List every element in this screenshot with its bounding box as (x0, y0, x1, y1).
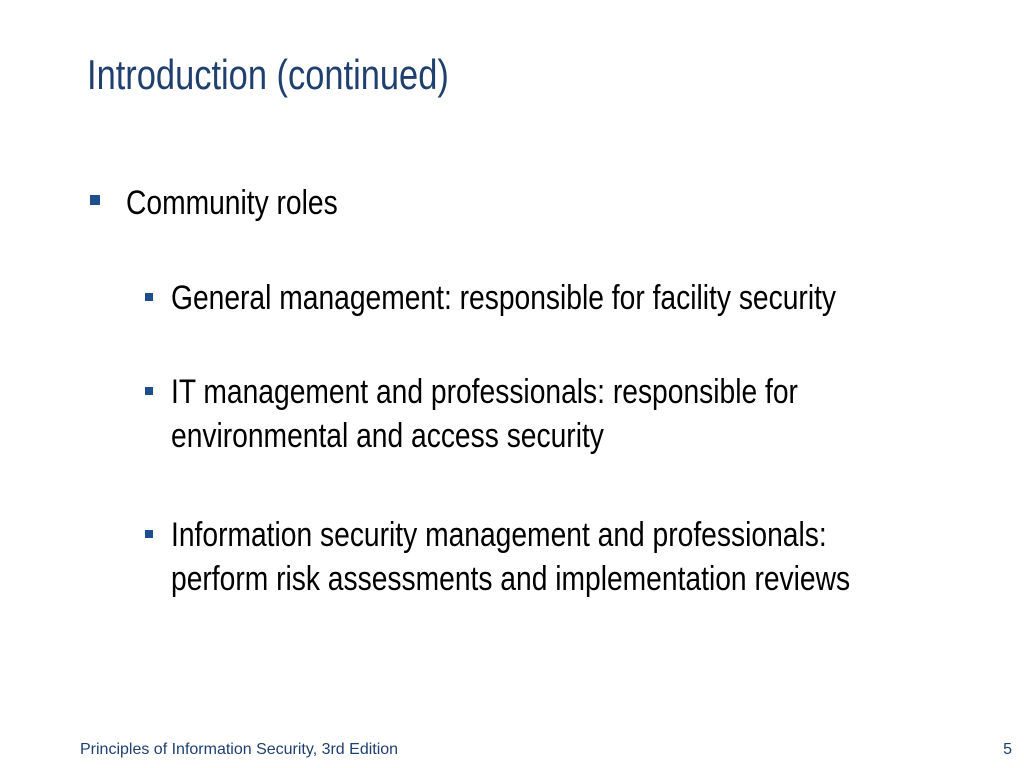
bullet-text (171, 370, 798, 458)
square-bullet-icon (145, 293, 153, 301)
bullet-line: perform risk assessments and implementation reviews (171, 560, 851, 598)
bullet-text: Community roles (126, 184, 338, 222)
bullet-line: Information security management and professionals: (171, 516, 827, 554)
square-bullet-icon (145, 530, 153, 538)
square-bullet-icon (90, 195, 100, 205)
bullet-line: General management: responsible for facility security (171, 279, 837, 317)
footer-book-title: Principles of Information Security, 3rd Edition (80, 741, 399, 758)
bullet-text (171, 513, 850, 601)
footer-page-number: 5 (1003, 741, 1012, 758)
slide-title: Introduction (continued) (87, 51, 449, 98)
bullet-line: environmental and access security (171, 417, 604, 455)
square-bullet-icon (145, 387, 153, 395)
bullet-line: IT management and professionals: responsible for (171, 373, 798, 411)
bullet-text (171, 276, 836, 320)
